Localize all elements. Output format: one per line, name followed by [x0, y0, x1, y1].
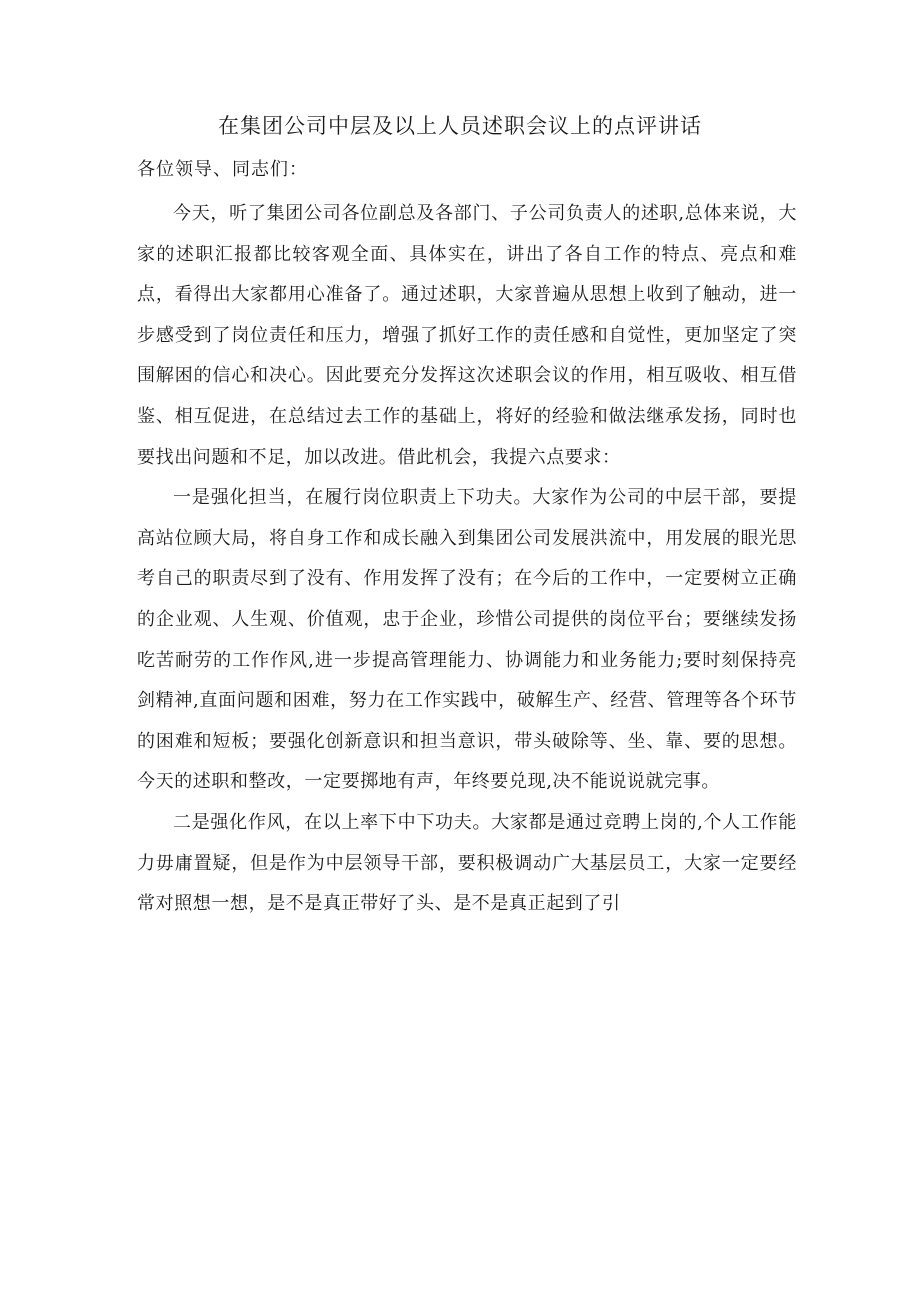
salutation: 各位领导、同志们：	[137, 159, 308, 180]
document-title: 在集团公司中层及以上人员述职会议上的点评讲话	[218, 114, 702, 138]
document-body	[137, 194, 797, 925]
paragraph-intro: 今天，听了集团公司各位副总及各部门、子公司负责人的述职,总体来说，大家的述职汇报都比较客观全面、具体实在，讲出了各自工作的特点、亮点和难点，看得出大家都用心准备了。通过述职，大家普遍从思想上收到了触动，进一步感受到了岗位责任和压力，增强了抓好工作的责任感和自觉性，更加坚定了突围解困的信心和决心。因此要充分发挥这次述职会议的作用，相互吸收、相互借鉴、相互促进，在总结过去工作的基础上，将好的经验和做法继承发扬，同时也要找出问题和不足，加以改进。借此机会，我提六点要求：	[137, 203, 797, 468]
paragraph-point-two: 二是强化作风，在以上率下中下功夫。大家都是通过竞聘上岗的,个人工作能力毋庸置疑，但是作为中层领导干部，要积极调动广大基层员工，大家一定要经常对照想一想，是不是真正带好了头、是不是真正起到了引	[137, 811, 797, 915]
paragraph-point-one: 一是强化担当，在履行岗位职责上下功夫。大家作为公司的中层干部，要提高站位顾大局，将自身工作和成长融入到集团公司发展洪流中，用发展的眼光思考自己的职责尽到了没有、作用发挥了没有；在今后的工作中，一定要树立正确的企业观、人生观、价值观，忠于企业，珍惜公司提供的岗位平台；要继续发扬吃苦耐劳的工作作风,进一步提高管理能力、协调能力和业务能力;要时刻保持亮剑精神,直面问题和困难，努力在工作实践中，破解生产、经营、管理等各个环节的困难和短板；要强化创新意识和担当意识，带头破除等、坐、靠、要的思想。今天的述职和整改，一定要掷地有声，年终要兑现,决不能说说就完事。	[137, 487, 797, 793]
